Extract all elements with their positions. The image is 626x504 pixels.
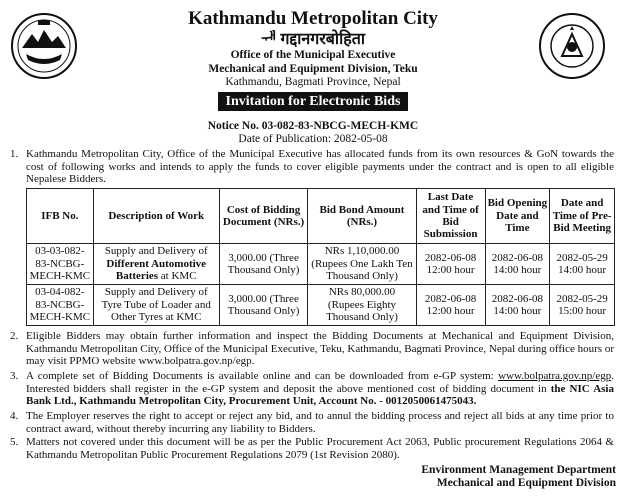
paragraph-text-a: A complete set of Bidding Documents is available online and can be downloaded from e-GP system:: [26, 370, 494, 382]
paragraph-text: The Employer reserves the right to accept or reject any bid, and to annul the bidding process and reject all bids at any time prior to contract award, without thereby incurring any liability to Bidders.: [26, 410, 614, 435]
paragraph-number: 1.: [10, 148, 19, 160]
nepali-title: ᆊ गद्दानगरबोहिता: [261, 31, 365, 48]
division-name: Mechanical and Equipment Division, Teku: [208, 62, 418, 75]
notice-number: Notice No. 03-082-83-NBCG-MECH-KMC: [207, 120, 419, 132]
publication-date: Date of Publication: 2082-05-08: [238, 133, 388, 145]
cost-cell: 3,000.00 (Three Thousand Only): [219, 285, 308, 326]
signature-block: [421, 464, 616, 490]
paragraph-text: Kathmandu Metropolitan City, Office of the Municipal Executive has allocated funds from its own resources & GoN towards the cost of following works and intends to apply the funds to cover eligible payments under the contract and is open to all eligible Nepalese Bidders.: [26, 148, 614, 186]
office-name: Office of the Municipal Executive: [230, 49, 396, 61]
description-text: Supply and Delivery of: [104, 245, 208, 258]
address: Kathmandu, Bagmati Province, Nepal: [225, 76, 401, 88]
bid-table: [26, 188, 615, 326]
paragraph-text-b: . Interested bidders shall register in the e-GP system and deposit the above mentioned cost of bidding document in: [26, 370, 614, 395]
invitation-banner: Invitation for Electronic Bids: [218, 92, 409, 111]
col-opening: Bid Opening Date and Time: [485, 189, 550, 244]
col-bid-bond: Bid Bond Amount (NRs.): [308, 189, 416, 244]
col-description: Description of Work: [93, 189, 219, 244]
paragraph-5: [10, 436, 614, 461]
bank-account-info: the NIC Asia Bank Ltd., Kathmandu Metropolitan City, Procurement Unit, Account No. - 0012050061475043.: [26, 382, 614, 408]
document-header: [0, 0, 626, 111]
col-cost: Cost of Bidding Document (NRs.): [219, 189, 308, 244]
bond-cell: NRs 1,10,000.00 (Rupees One Lakh Ten Thousand Only): [308, 244, 416, 285]
table-header-row: [27, 189, 615, 244]
paragraph-4: [10, 410, 614, 435]
submission-cell: 2082-06-08 12:00 hour: [416, 244, 485, 285]
col-prebid: Date and Time of Pre-Bid Meeting: [550, 189, 615, 244]
signature-division: Mechanical and Equipment Division: [436, 477, 616, 489]
paragraph-number: 4.: [10, 410, 19, 422]
description-bold: Different Automotive Batteries: [106, 257, 207, 283]
paragraph-number: 3.: [10, 370, 19, 382]
table-row: [27, 285, 615, 326]
col-ifb-no: IFB No.: [27, 189, 94, 244]
opening-cell: 2082-06-08 14:00 hour: [485, 285, 550, 326]
egp-link[interactable]: www.bolpatra.gov.np/egp: [498, 370, 612, 382]
col-submission: Last Date and Time of Bid Submission: [416, 189, 485, 244]
description-text-end: at KMC: [160, 270, 197, 283]
signature-department: Environment Management Department: [421, 464, 616, 476]
prebid-cell: 2082-05-29 14:00 hour: [550, 244, 615, 285]
paragraph-number: 2.: [10, 330, 19, 342]
table-row: [27, 244, 615, 285]
prebid-cell: 2082-05-29 15:00 hour: [550, 285, 615, 326]
paragraph-text: Matters not covered under this document will be as per the Public Procurement Act 2063, Public procurement Regulations 2064 & Kathmandu Metropolitan Public Procurement Regulations 2079 (1st Revision 2080).: [26, 436, 614, 461]
paragraph-3: [10, 370, 614, 408]
description-cell: [93, 244, 219, 285]
opening-cell: 2082-06-08 14:00 hour: [485, 244, 550, 285]
submission-cell: 2082-06-08 12:00 hour: [416, 285, 485, 326]
bond-cell: NRs 80,000.00 (Rupees Eighty Thousand Only): [308, 285, 416, 326]
paragraph-number: 5.: [10, 436, 19, 448]
paragraph-text: [26, 370, 614, 408]
paragraph-text: Eligible Bidders may obtain further information and inspect the Bidding Documents at Mechanical and Equipment Division, Kathmandu Metropolitan City, Office of the Municipal Executive, Teku, Kathmandu, Bagmati Province, Nepal during office hours or may visit PPMO website www.bolpatra.gov.np/egp.: [26, 330, 614, 368]
paragraph-2: [10, 330, 614, 368]
cost-cell: 3,000.00 (Three Thousand Only): [219, 244, 308, 285]
notice-block: [0, 120, 626, 146]
city-title: Kathmandu Metropolitan City: [188, 8, 438, 29]
paragraph-1: [10, 148, 614, 186]
description-cell: Supply and Delivery of Tyre Tube of Loader and Other Tyres at KMC: [93, 285, 219, 326]
ifb-cell: 03-04-082-83-NCBG-MECH-KMC: [27, 285, 94, 326]
ifb-cell: 03-03-082-83-NCBG-MECH-KMC: [27, 244, 94, 285]
